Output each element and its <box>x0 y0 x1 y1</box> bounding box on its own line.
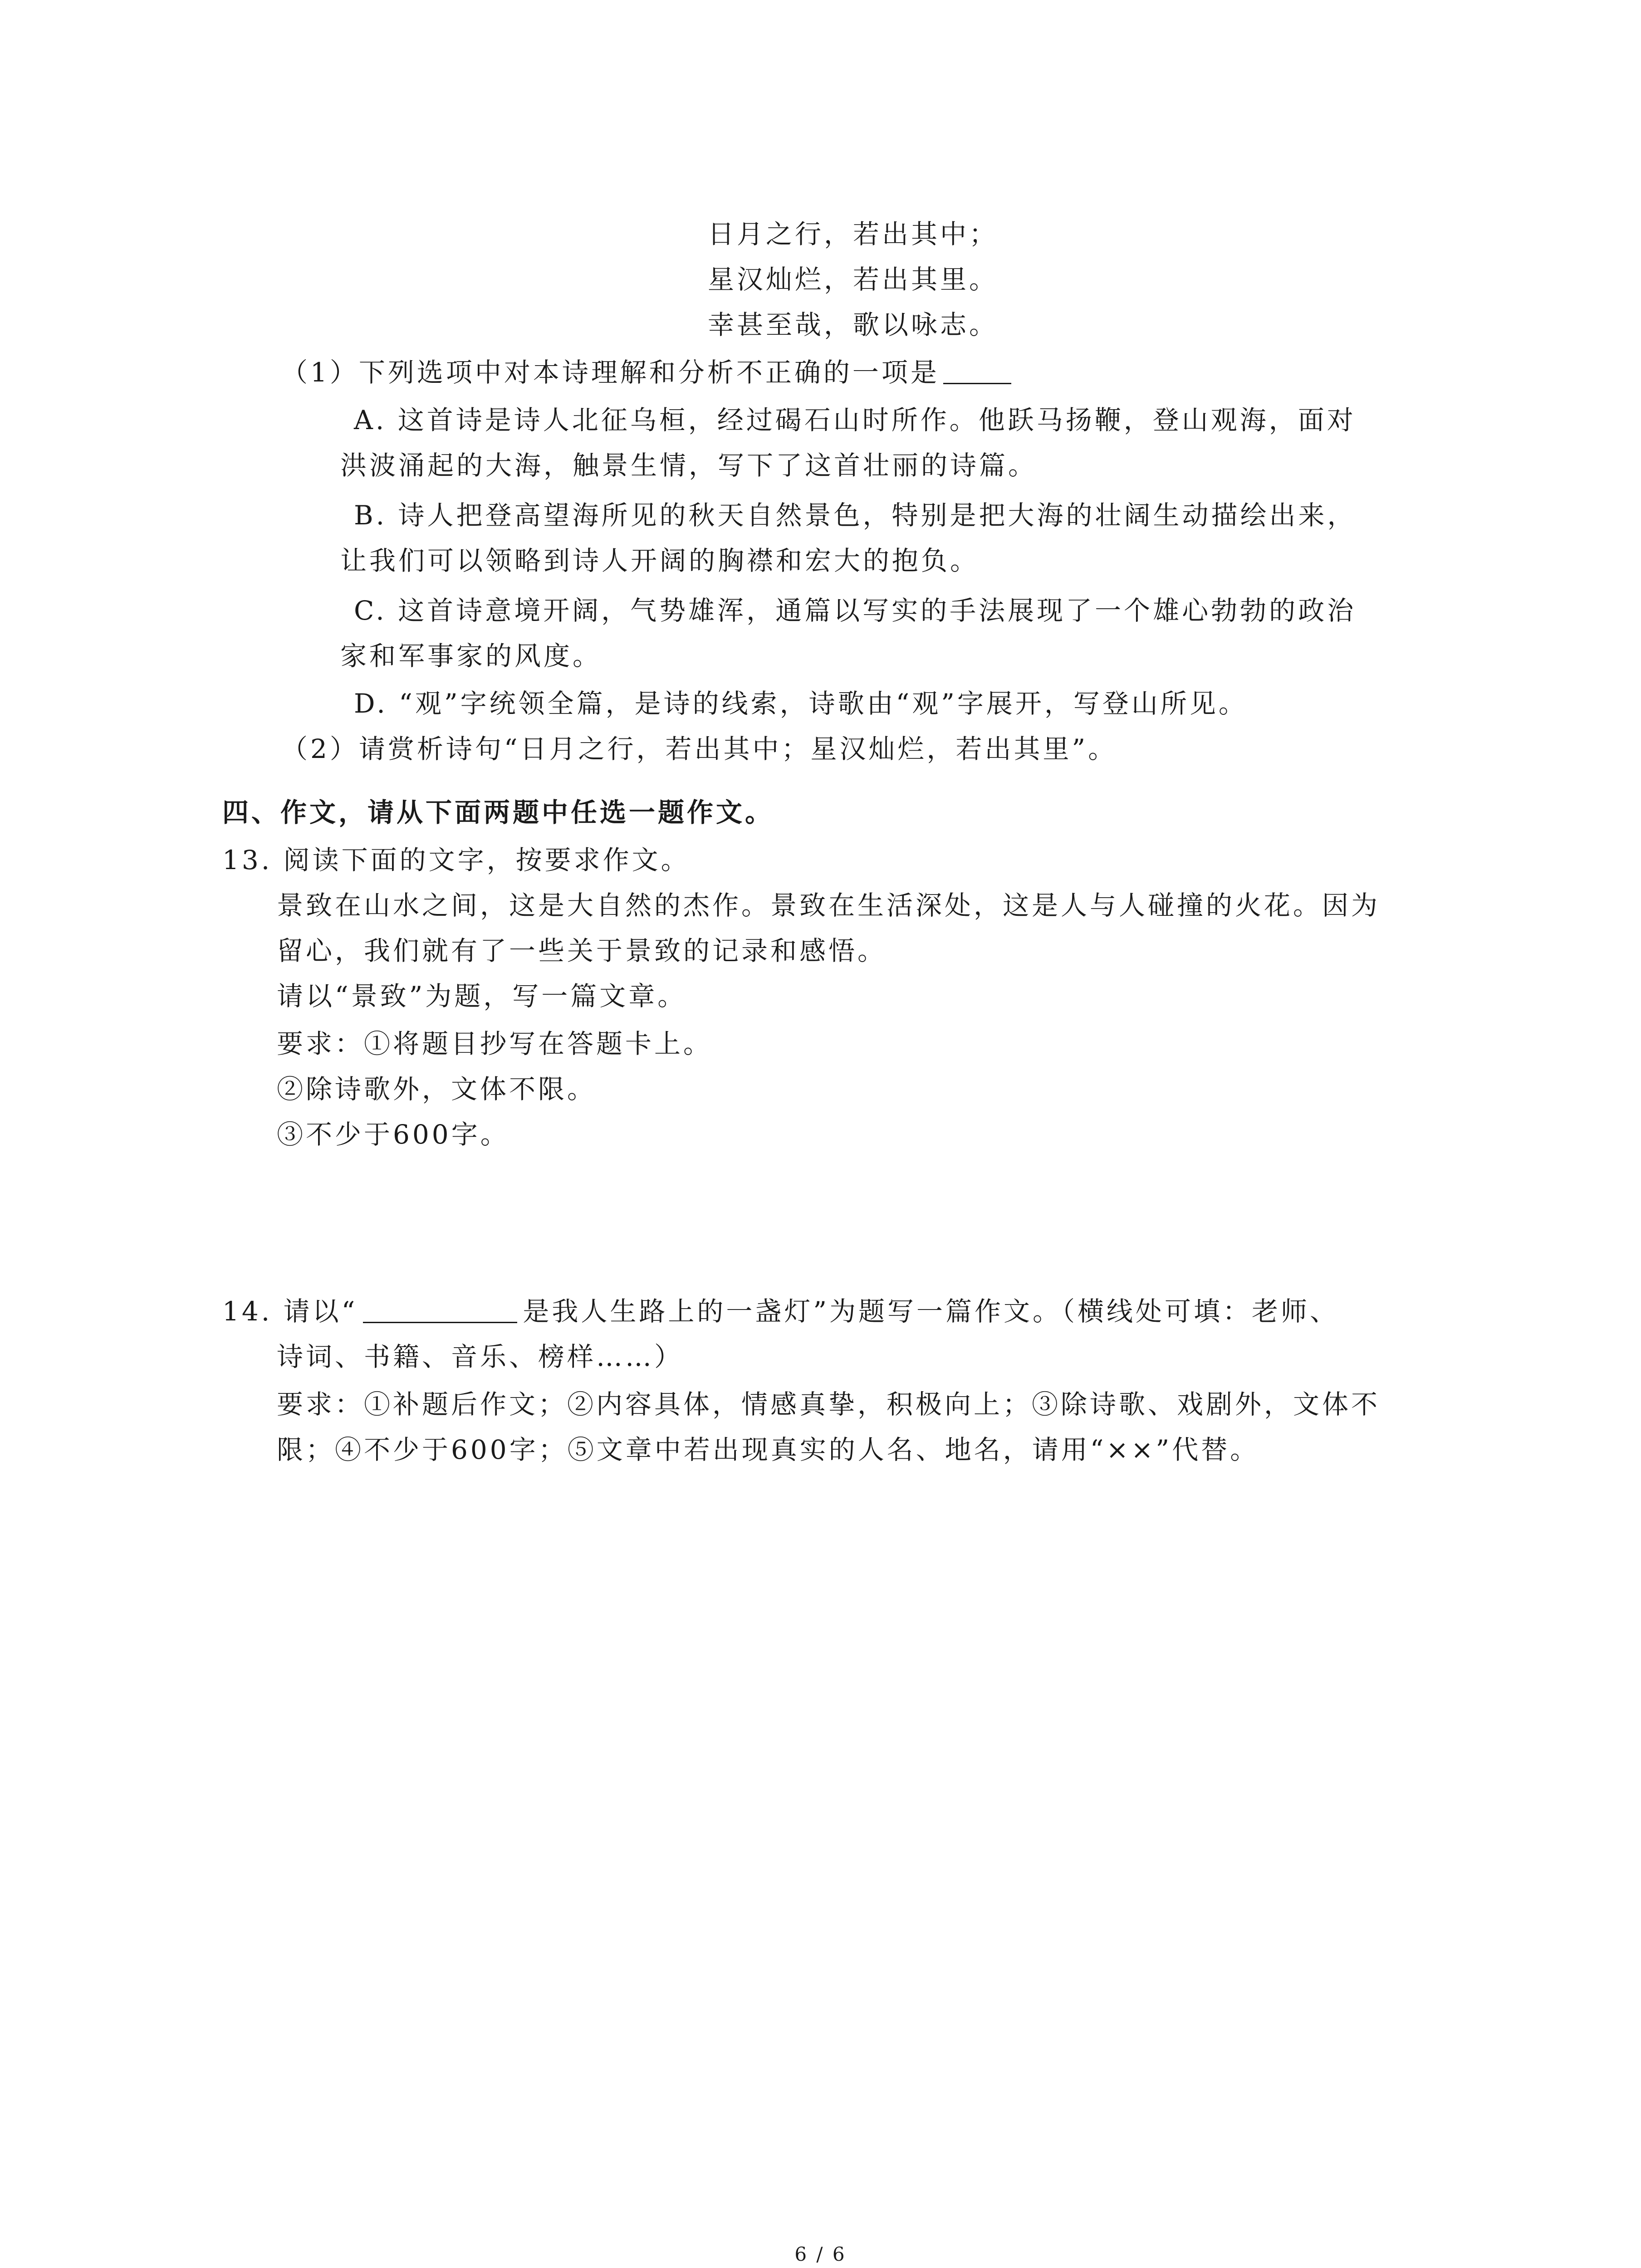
question-14-title-pre: 14. 请以“ <box>222 1296 358 1327</box>
section-4-heading: 四、作文，请从下面两题中任选一题作文。 <box>222 797 774 828</box>
option-c-line-2: 家和军事家的风度。 <box>340 640 602 671</box>
page-number: 6 / 6 <box>794 2243 847 2265</box>
poem-line-3: 幸甚至哉，歌以咏志。 <box>708 309 999 340</box>
question-14-text-1: 诗词、书籍、音乐、榜样……） <box>277 1341 684 1372</box>
question-13-text-2: 留心，我们就有了一些关于景致的记录和感悟。 <box>277 935 887 966</box>
option-a-line-1: A. 这首诗是诗人北征乌桓，经过碣石山时所作。他跃马扬鞭，登山观海，面对 <box>354 405 1356 435</box>
question-14-title <box>222 1295 1339 1328</box>
option-d: D. “观”字统领全篇，是诗的线索，诗歌由“观”字展开，写登山所见。 <box>354 688 1248 719</box>
fill-in-blank <box>363 1296 517 1323</box>
poem-line-2: 星汉灿烂，若出其里。 <box>708 264 999 295</box>
question-13-text-3: 请以“景致”为题，写一篇文章。 <box>277 981 687 1012</box>
question-13-title: 13. 阅读下面的文字，按要求作文。 <box>222 845 690 875</box>
question-14-title-post: 是我人生路上的一盏灯”为题写一篇作文。（横线处可填：老师、 <box>523 1296 1339 1327</box>
question-13-text-1: 景致在山水之间，这是大自然的杰作。景致在生活深处，这是人与人碰撞的火花。因为 <box>277 890 1381 921</box>
option-b-line-2: 让我们可以领略到诗人开阔的胸襟和宏大的抱负。 <box>340 545 980 576</box>
question-13-req-2: ②除诗歌外，文体不限。 <box>277 1074 597 1105</box>
option-b-line-1: B. 诗人把登高望海所见的秋天自然景色，特别是把大海的壮阔生动描绘出来， <box>354 500 1357 531</box>
question-2-stem: （2）请赏析诗句“日月之行，若出其中；星汉灿烂，若出其里”。 <box>281 733 1117 764</box>
question-13-req-1: 要求：①将题目抄写在答题卡上。 <box>277 1028 713 1059</box>
question-1-stem <box>281 356 1011 389</box>
question-13-req-3: ③不少于600字。 <box>277 1119 509 1150</box>
question-1-stem-text: （1）下列选项中对本诗理解和分析不正确的一项是 <box>281 357 940 388</box>
option-a-line-2: 洪波涌起的大海，触景生情，写下了这首壮丽的诗篇。 <box>340 450 1038 481</box>
answer-blank <box>943 357 1011 384</box>
option-c-line-1: C. 这首诗意境开阔，气势雄浑，通篇以写实的手法展现了一个雄心勃勃的政治 <box>354 595 1357 626</box>
question-14-req-1: 要求：①补题后作文；②内容具体，情感真挚，积极向上；③除诗歌、戏剧外，文体不 <box>277 1389 1381 1420</box>
poem-line-1: 日月之行，若出其中； <box>708 219 999 249</box>
question-14-req-2: 限；④不少于600字；⑤文章中若出现真实的人名、地名，请用“××”代替。 <box>277 1434 1259 1465</box>
